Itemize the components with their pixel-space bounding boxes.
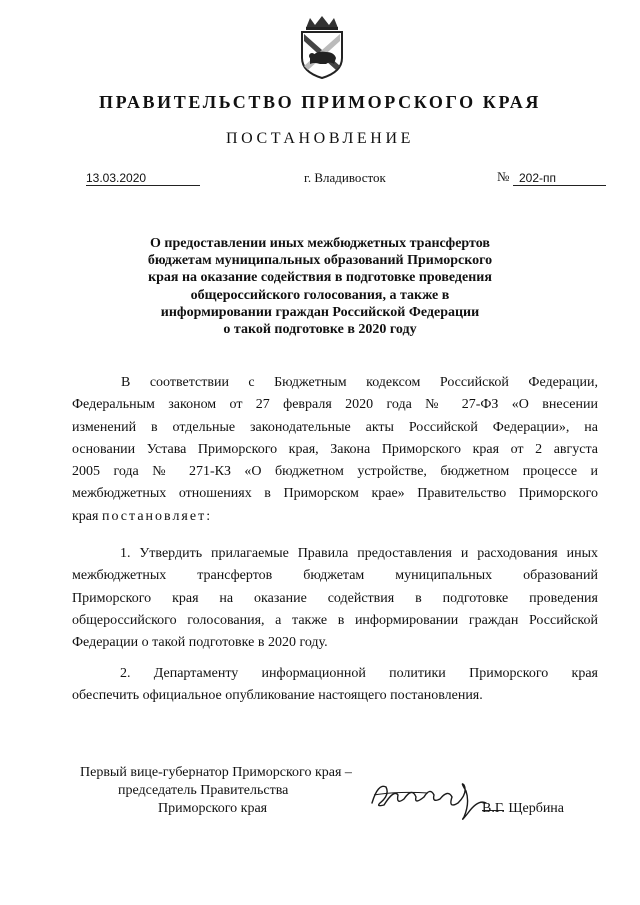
title-line: О предоставлении иных межбюджетных трансфертов (150, 236, 490, 251)
handwritten-signature (368, 773, 498, 825)
organization-name: ПРАВИТЕЛЬСТВО ПРИМОРСКОГО КРАЯ (99, 92, 541, 112)
coat-of-arms-emblem (296, 14, 348, 80)
document-type: ПОСТАНОВЛЕНИЕ (226, 130, 414, 147)
document-title (110, 235, 530, 338)
document-date: 13.03.2020 (86, 171, 200, 186)
paragraph-item-2 (72, 663, 598, 708)
paragraph-line: общероссийского голосования, а также в информировании граждан Российской (72, 612, 598, 628)
paragraph-line: межбюджетных отношениях в Приморском крае» Правительство Приморского (72, 486, 598, 502)
title-line: края на оказание содействия в подготовке проведения (148, 270, 492, 286)
position-line: Приморского края (158, 801, 268, 816)
signatory-name: В.Г. Щербина (482, 801, 565, 816)
paragraph-line (72, 506, 598, 528)
number-mark: № (497, 169, 510, 184)
document-city: г. Владивосток (304, 170, 386, 185)
title-line: о такой подготовке в 2020 году (223, 322, 417, 338)
position-line: председатель Правительства (118, 783, 289, 798)
document-number: 202-пп (513, 171, 606, 186)
paragraph-line: изменений в отдельные законодательные акты Российской Федерации», на (72, 419, 598, 435)
title-line: бюджетам муниципальных образований Приморского (147, 253, 493, 269)
paragraph-line: Федеральным законом от 27 февраля 2020 года № 27-ФЗ «О внесении (72, 397, 598, 413)
paragraph-line: Приморского края на оказание содействия в подготовке проведения (72, 590, 598, 606)
paragraph-preamble (72, 372, 598, 528)
paragraph-line: 2. Департаменту информационной политики Приморского края (120, 666, 598, 681)
paragraph-line: 1. Утвердить прилагаемые Правила предоставления и расходования иных (120, 546, 598, 561)
paragraph-line: обеспечить официальное опубликование настоящего постановления. (72, 688, 483, 704)
paragraph-line: межбюджетных трансфертов бюджетам муниципальных образований (72, 568, 598, 584)
resolves-word: постановляет: (101, 508, 213, 524)
title-line: информировании граждан Российской Федерации (160, 304, 480, 320)
signatory-position (80, 764, 352, 818)
preamble-prefix: края (72, 508, 99, 524)
paragraph-line: В соответствии с Бюджетным кодексом Российской Федерации, (121, 375, 598, 390)
title-line: общероссийского голосования, а также в (190, 287, 450, 303)
position-line: Первый вице-губернатор Приморского края – (80, 765, 352, 780)
paragraph-line: Федерации о такой подготовке в 2020 году. (72, 635, 328, 651)
paragraph-line: основании Устава Приморского края, Закона Приморского края от 2 августа (72, 441, 598, 457)
paragraph-line: 2005 года № 271-КЗ «О бюджетном устройстве, бюджетном процессе и (72, 464, 598, 480)
paragraph-item-1 (72, 543, 598, 654)
